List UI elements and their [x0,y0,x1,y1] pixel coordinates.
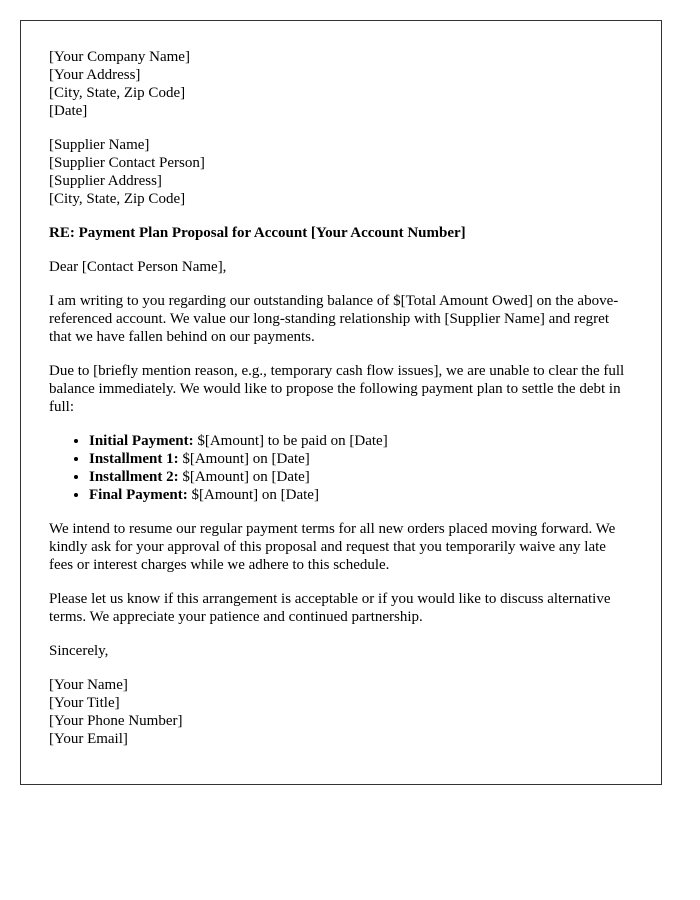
signature-line: [Your Name] [49,677,128,693]
closing: Sincerely, [49,643,109,659]
item-label: Installment 2: [89,469,179,485]
sender-address [49,48,633,120]
sender-line: [Your Company Name] [49,49,190,65]
list-item [89,468,633,486]
body-paragraph: We intend to resume our regular payment terms for all new orders placed moving forward. We kindly ask for your approval of this proposal and request that you temporarily waive any late fees or interest charges while we adhere to this schedule. [49,521,616,573]
item-text: $[Amount] on [Date] [178,451,310,467]
subject-line: RE: Payment Plan Proposal for Account [Your Account Number] [49,225,466,241]
recipient-line: [Supplier Name] [49,137,150,153]
sender-line: [Date] [49,103,88,119]
item-label: Initial Payment: [89,433,194,449]
signature-line: [Your Title] [49,695,120,711]
signature-line: [Your Email] [49,731,128,747]
item-label: Final Payment: [89,487,188,503]
item-label: Installment 1: [89,451,179,467]
payment-plan-list [49,432,633,504]
recipient-line: [Supplier Contact Person] [49,155,205,171]
recipient-line: [Supplier Address] [49,173,162,189]
body-paragraph: I am writing to you regarding our outstanding balance of $[Total Amount Owed] on the above-referenced account. We value our long-standing relationship with [Supplier Name] and regret that we have fallen behind on our payments. [49,293,619,345]
signature-line: [Your Phone Number] [49,713,183,729]
item-text: $[Amount] on [Date] [178,469,310,485]
list-item [89,432,633,450]
item-text: $[Amount] to be paid on [Date] [193,433,388,449]
recipient-address [49,136,633,208]
body-paragraph: Please let us know if this arrangement is acceptable or if you would like to discuss alternative terms. We appreciate your patience and continued partnership. [49,591,611,625]
item-text: $[Amount] on [Date] [187,487,319,503]
list-item [89,486,633,504]
sender-line: [Your Address] [49,67,141,83]
salutation: Dear [Contact Person Name], [49,259,227,275]
letter [20,20,662,785]
sender-line: [City, State, Zip Code] [49,85,186,101]
signature-block [49,676,633,748]
body-paragraph: Due to [briefly mention reason, e.g., temporary cash flow issues], we are unable to clear the full balance immediately. We would like to propose the following payment plan to settle the debt in full: [49,363,625,415]
list-item [89,450,633,468]
recipient-line: [City, State, Zip Code] [49,191,186,207]
